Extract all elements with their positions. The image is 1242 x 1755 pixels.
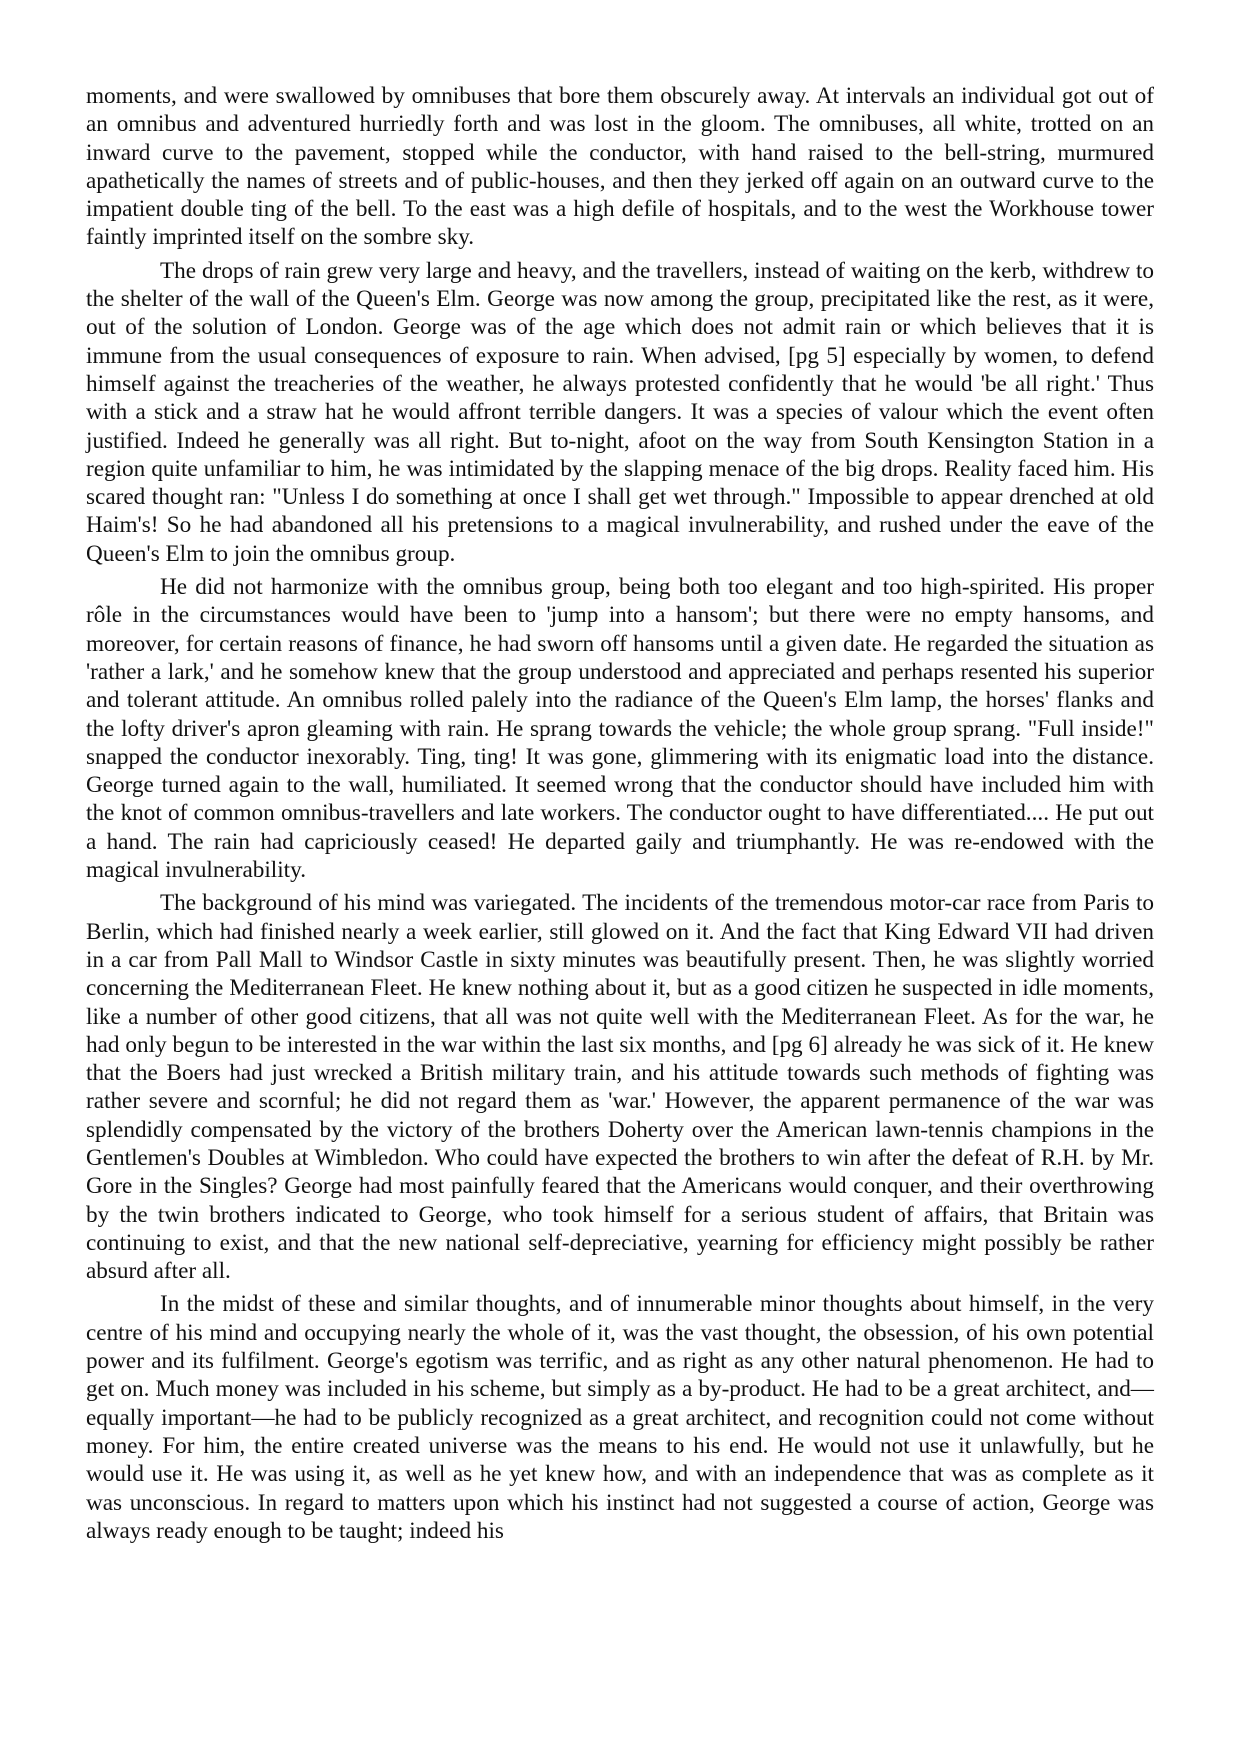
paragraph-4: The background of his mind was variegated. The incidents of the tremendous motor-car race from Paris to Berlin, which had finished nearly a week earlier, still glowed on it. And the fact that King Edward VII had driven in a car from Pall Mall to Windsor Castle in sixty minutes was beautifully present. Then, he was slightly worried concerning the Mediterranean Fleet. He knew nothing about it, but as a good citizen he suspected in idle moments, like a number of other good citizens, that all was not quite well with the Mediterranean Fleet. As for the war, he had only begun to be interested in the war within the last six months, and [pg 6] already he was sick of it. He knew that the Boers had just wrecked a British military train, and his attitude towards such methods of fighting was rather severe and scornful; he did not regard them as 'war.' However, the apparent permanence of the war was splendidly compensated by the victory of the brothers Doherty over the American lawn-tennis champions in the Gentlemen's Doubles at Wimbledon. Who could have expected the brothers to win after the defeat of R.H. by Mr. Gore in the Singles? George had most painfully feared that the Americans would conquer, and their overthrowing by the twin brothers indicated to George, who took himself for a serious student of affairs, that Britain was continuing to exist, and that the new national self-depreciative, yearning for efficiency might possibly be rather absurd after all. [86,890,1154,1285]
document-page [86,82,1154,1550]
paragraph-2: The drops of rain grew very large and heavy, and the travellers, instead of waiting on the kerb, withdrew to the shelter of the wall of the Queen's Elm. George was now among the group, precipitated like the rest, as it were, out of the solution of London. George was of the age which does not admit rain or which believes that it is immune from the usual consequences of exposure to rain. When advised, [pg 5] especially by women, to defend himself against the treacheries of the weather, he always protested confidently that he would 'be all right.' Thus with a stick and a straw hat he would affront terrible dangers. It was a species of valour which the event often justified. Indeed he generally was all right. But to-night, afoot on the way from South Kensington Station in a region quite unfamiliar to him, he was intimidated by the slapping menace of the big drops. Reality faced him. His scared thought ran: "Unless I do something at once I shall get wet through." Impossible to appear drenched at old Haim's! So he had abandoned all his pretensions to a magical invulnerability, and rushed under the eave of the Queen's Elm to join the omnibus group. [86,257,1154,567]
paragraph-5: In the midst of these and similar thoughts, and of innumerable minor thoughts about himself, in the very centre of his mind and occupying nearly the whole of it, was the vast thought, the obsession, of his own potential power and its fulfilment. George's egotism was terrific, and as right as any other natural phenomenon. He had to get on. Much money was included in his scheme, but simply as a by-product. He had to be a great architect, and—equally important—he had to be publicly recognized as a great architect, and recognition could not come without money. For him, the entire created universe was the means to his end. He would not use it unlawfully, but he would use it. He was using it, as well as he yet knew how, and with an independence that was as complete as it was unconscious. In regard to matters upon which his instinct had not suggested a course of action, George was always ready enough to be taught; indeed his [86,1291,1154,1544]
paragraph-3: He did not harmonize with the omnibus group, being both too elegant and too high-spirited. His proper rôle in the circumstances would have been to 'jump into a hansom'; but there were no empty hansoms, and moreover, for certain reasons of finance, he had sworn off hansoms until a given date. He regarded the situation as 'rather a lark,' and he somehow knew that the group understood and appreciated and perhaps resented his superior and tolerant attitude. An omnibus rolled palely into the radiance of the Queen's Elm lamp, the horses' flanks and the lofty driver's apron gleaming with rain. He sprang towards the vehicle; the whole group sprang. "Full inside!" snapped the conductor inexorably. Ting, ting! It was gone, glimmering with its enigmatic load into the distance. George turned again to the wall, humiliated. It seemed wrong that the conductor should have included him with the knot of common omnibus-travellers and late workers. The conductor ought to have differentiated.... He put out a hand. The rain had capriciously ceased! He departed gaily and triumphantly. He was re-endowed with the magical invulnerability. [86,574,1154,884]
paragraph-1: moments, and were swallowed by omnibuses that bore them obscurely away. At intervals an individual got out of an omnibus and adventured hurriedly forth and was lost in the gloom. The omnibuses, all white, trotted on an inward curve to the pavement, stopped while the conductor, with hand raised to the bell-string, murmured apathetically the names of streets and of public-houses, and then they jerked off again on an outward curve to the impatient double ting of the bell. To the east was a high defile of hospitals, and to the west the Workhouse tower faintly imprinted itself on the sombre sky. [86,83,1154,251]
